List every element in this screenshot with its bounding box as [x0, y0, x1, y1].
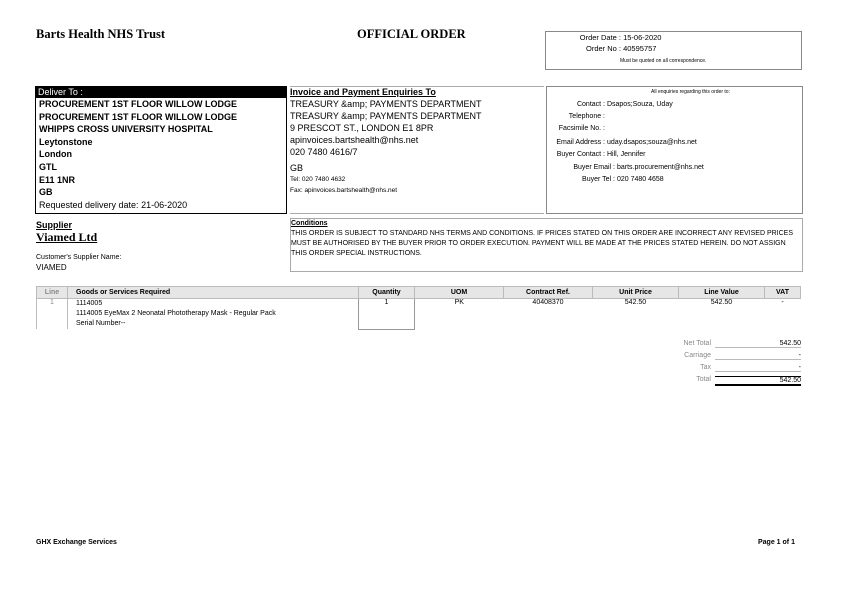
enquiries-note: All enquiries regarding this order to: [651, 89, 730, 95]
table-header-row [37, 287, 801, 299]
buyer-row-label: Telephone : [568, 113, 605, 120]
net-total-row [660, 340, 801, 352]
total-label: Carriage [684, 352, 711, 359]
order-items-table [36, 286, 801, 330]
buyer-row-label: Email Address : [556, 139, 605, 146]
invoice-heading: Invoice and Payment Enquiries To [290, 87, 436, 97]
order-date-label: Order Date : [579, 33, 621, 42]
buyer-row-value: barts.procurement@nhs.net [616, 164, 704, 171]
buyer-row-buyer-email [535, 162, 704, 173]
deliver-to-box [35, 86, 287, 214]
deliver-to-heading: Deliver To : [36, 87, 286, 98]
deliver-line: GTL [39, 161, 57, 172]
order-no-row [541, 44, 656, 54]
item-unit-price: 542.50 [624, 299, 647, 306]
column-header-goods: Goods or Services Required [68, 287, 359, 299]
item-description: 1114005 EyeMax 2 Neonatal Phototherapy Mask - Regular Pack [76, 310, 276, 317]
invoice-country: GB [290, 163, 304, 173]
item-code: 1114005 [76, 300, 103, 307]
buyer-row-fax [525, 123, 605, 134]
deliver-line: London [39, 149, 72, 160]
order-no-value: 40595757 [623, 44, 657, 53]
invoice-enquiries-box [290, 86, 544, 214]
totals-block [660, 340, 801, 388]
item-uom: PK [454, 299, 464, 306]
buyer-row-buyer-tel [535, 174, 664, 185]
invoice-line: TREASURY &amp; PAYMENTS DEPARTMENT [290, 111, 482, 121]
item-contract-ref: 40408370 [532, 299, 564, 306]
item-line-value: 542.50 [710, 299, 733, 306]
deliver-address [36, 98, 286, 211]
buyer-row-label: Buyer Contact : [556, 151, 605, 158]
conditions-box [290, 218, 803, 272]
document-title: OFFICIAL ORDER [357, 27, 466, 41]
customer-supplier-name-label: Customer's Supplier Name: [36, 254, 122, 261]
supplier-name: Viamed Ltd [36, 230, 98, 244]
trust-name: Barts Health NHS Trust [36, 27, 166, 41]
total-value: - [715, 352, 801, 360]
total-label: Tax [700, 364, 711, 371]
invoice-fax: Fax: apinvoices.bartshealth@nhs.net [290, 187, 398, 194]
buyer-row-label: Buyer Email : [573, 164, 615, 171]
carriage-row [660, 352, 801, 364]
buyer-row-contact [525, 99, 673, 110]
column-header-unit-price: Unit Price [593, 287, 679, 299]
item-quantity: 1 [359, 299, 415, 330]
buyer-row-value: uday.dsapos;souza@nhs.net [606, 139, 697, 146]
deliver-line: PROCUREMENT 1ST FLOOR WILLOW LODGE [39, 111, 237, 122]
column-header-vat: VAT [765, 287, 801, 299]
page-number: Page 1 of 1 [758, 539, 795, 546]
item-serial: Serial Number-- [76, 320, 126, 327]
invoice-line: 9 PRESCOT ST., LONDON E1 8PR [290, 123, 434, 133]
buyer-row-buyer-contact [525, 149, 645, 160]
grand-total-row [660, 376, 801, 388]
buyer-row-value: 020 7480 4658 [616, 176, 664, 183]
buyer-row-email [525, 137, 697, 148]
column-header-contract-ref: Contract Ref. [504, 287, 593, 299]
invoice-line: TREASURY &amp; PAYMENTS DEPARTMENT [290, 99, 482, 109]
order-date-value: 15-06-2020 [623, 33, 662, 42]
customer-supplier-name-value: VIAMED [36, 263, 67, 272]
deliver-line: PROCUREMENT 1ST FLOOR WILLOW LODGE [39, 99, 237, 109]
requested-delivery-date: Requested delivery date: 21-06-2020 [39, 199, 188, 210]
invoice-line: apinvoices.bartshealth@nhs.net [290, 135, 419, 145]
column-header-uom: UOM [415, 287, 504, 299]
order-date-row [541, 33, 661, 43]
column-header-line-value: Line Value [679, 287, 765, 299]
deliver-line: GB [39, 187, 53, 198]
conditions-text: THIS ORDER IS SUBJECT TO STANDARD NHS TERMS AND CONDITIONS. IF PRICES STATED ON THIS ORDER ARE INCORRECT ANY REVISED PRICES MUST BE AUTHORISED BY THE BUYER PRIOR TO ORDER EXECUTION. PAYMENT WILL BE MADE AT THE PRICES STATED HEREIN. DO NOT ASSIGN THIS ORDER SPECIAL INSTRUCTIONS. [291, 230, 794, 257]
deliver-line: WHIPPS CROSS UNIVERSITY HOSPITAL [39, 124, 213, 135]
tax-row [660, 364, 801, 376]
buyer-row-value: Dsapos;Souza, Uday [606, 101, 673, 108]
footer-provider: GHX Exchange Services [36, 539, 117, 546]
buyer-row-telephone [525, 111, 605, 122]
total-label: Total [696, 376, 711, 383]
buyer-row-value: Hill, Jennifer [606, 151, 646, 158]
buyer-row-label: Facsimile No. : [558, 125, 605, 132]
total-label: Net Total [683, 340, 711, 347]
column-header-quantity: Quantity [359, 287, 415, 299]
table-row [37, 299, 801, 330]
deliver-line: Leytonstone [39, 136, 93, 147]
buyer-contact-box [546, 86, 803, 214]
line-number: 1 [37, 299, 68, 330]
deliver-line: E11 1NR [39, 174, 76, 185]
invoice-tel: Tel: 020 7480 4632 [290, 176, 346, 183]
total-value: 542.50 [715, 376, 801, 386]
buyer-row-label: Buyer Tel : [582, 176, 615, 183]
invoice-line: 020 7480 4616/7 [290, 147, 358, 157]
quote-note: Must be quoted on all correspondence. [620, 58, 707, 64]
conditions-heading: Conditions [291, 220, 328, 227]
goods-cell [68, 299, 359, 330]
item-vat: - [781, 299, 784, 306]
total-value: - [715, 364, 801, 372]
buyer-row-label: Contact : [576, 101, 605, 108]
total-value: 542.50 [715, 340, 801, 348]
supplier-heading: Supplier [36, 220, 73, 230]
column-header-line: Line [37, 287, 68, 299]
order-no-label: Order No : [585, 44, 621, 53]
order-info-box [545, 31, 802, 70]
